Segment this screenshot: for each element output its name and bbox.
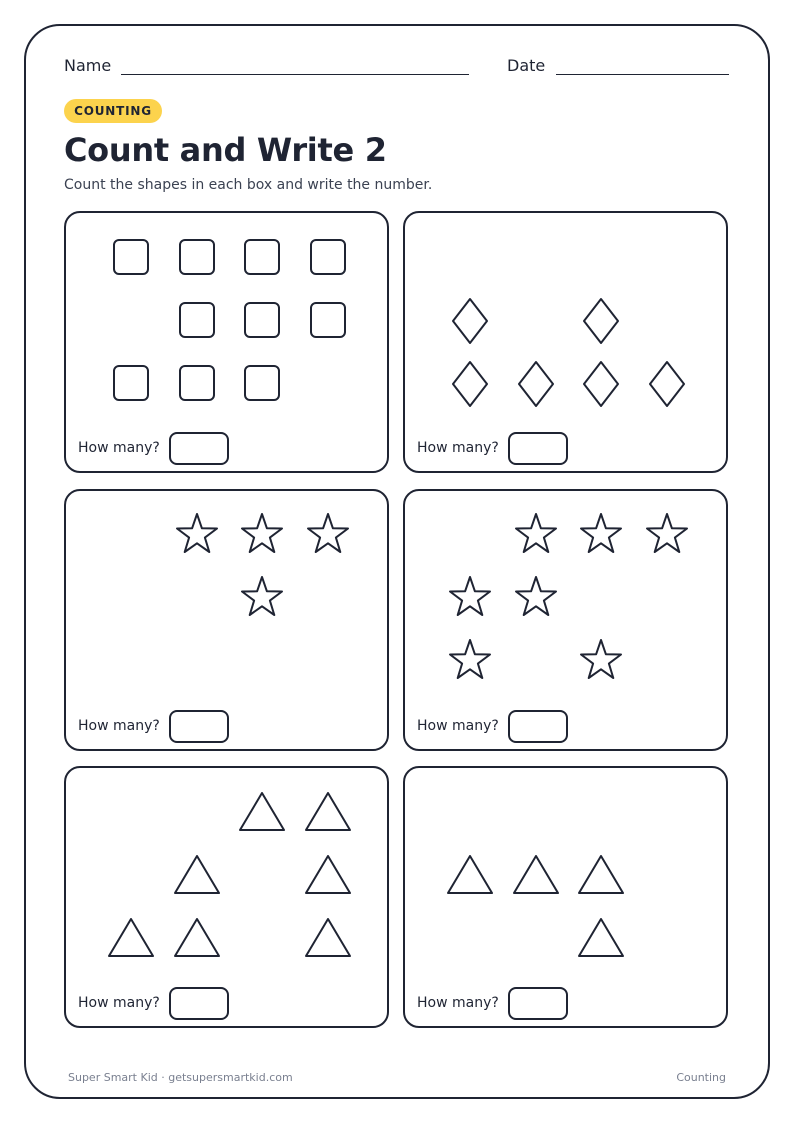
count-box-1 [64,211,389,473]
triangle-icon [514,856,558,893]
footer-topic: Counting [676,1071,726,1084]
instructions: Count the shapes in each box and write the number. [64,177,433,193]
how-many-label: How many? [78,718,160,734]
count-box-4 [403,489,728,751]
diamond-icon [584,362,618,406]
triangle-icon [306,793,350,830]
star-icon [242,514,282,552]
topic-badge: COUNTING [64,99,162,123]
star-icon [516,514,556,552]
star-icon [516,577,556,615]
square-icon [180,366,214,400]
star-icon [308,514,348,552]
triangle-icon [448,856,492,893]
star-icon [177,514,217,552]
footer-brand: Super Smart Kid · getsupersmartkid.com [68,1071,293,1084]
star-icon [647,514,687,552]
shape-group [66,491,391,753]
triangle-icon [175,856,219,893]
answer-input[interactable] [508,987,568,1020]
how-many-label: How many? [417,440,499,456]
shape-group [405,768,730,1030]
square-icon [180,240,214,274]
square-icon [311,240,345,274]
star-icon [581,640,621,678]
how-many-label: How many? [78,995,160,1011]
triangle-icon [579,919,623,956]
diamond-icon [453,299,487,343]
how-many-label: How many? [417,718,499,734]
shape-group [405,491,730,753]
square-icon [245,240,279,274]
page-title: Count and Write 2 [64,131,387,169]
square-icon [311,303,345,337]
star-icon [242,577,282,615]
diamond-icon [519,362,553,406]
star-icon [450,577,490,615]
square-icon [245,303,279,337]
answer-input[interactable] [169,987,229,1020]
triangle-icon [175,919,219,956]
date-field[interactable] [556,74,729,75]
answer-input[interactable] [508,432,568,465]
star-icon [450,640,490,678]
answer-input[interactable] [508,710,568,743]
triangle-icon [109,919,153,956]
count-box-3 [64,489,389,751]
shape-group [66,768,391,1030]
shape-group [66,213,391,475]
diamond-icon [453,362,487,406]
triangle-icon [240,793,284,830]
answer-input[interactable] [169,432,229,465]
square-icon [180,303,214,337]
triangle-icon [579,856,623,893]
diamond-icon [584,299,618,343]
triangle-icon [306,919,350,956]
square-icon [114,366,148,400]
count-box-2 [403,211,728,473]
diamond-icon [650,362,684,406]
star-icon [581,514,621,552]
count-box-6 [403,766,728,1028]
square-icon [114,240,148,274]
name-label: Name [64,56,112,75]
shape-group [405,213,730,475]
how-many-label: How many? [417,995,499,1011]
triangle-icon [306,856,350,893]
answer-input[interactable] [169,710,229,743]
name-field[interactable] [121,74,469,75]
date-label: Date [507,56,546,75]
square-icon [245,366,279,400]
count-box-5 [64,766,389,1028]
how-many-label: How many? [78,440,160,456]
